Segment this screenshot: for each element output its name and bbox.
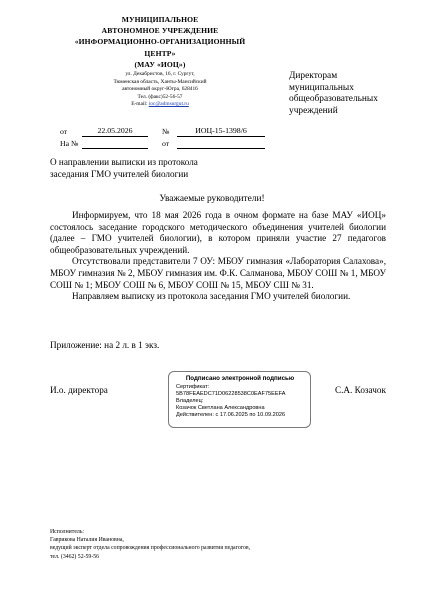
number-label: №: [162, 127, 170, 136]
body-paragraph: Направляем выписку из протокола заседания ГМО учителей биологии.: [72, 291, 351, 302]
letter-subject: [50, 157, 250, 180]
number-label-wrap: [162, 127, 169, 137]
signatory-name: С.А. Козачок: [335, 385, 386, 395]
executor-position: ведущий эксперт отдела сопровождения профессионального развития педагогов,: [50, 545, 251, 552]
executor-block: [50, 528, 250, 561]
stamp-cert-label: Сертификат:: [176, 384, 210, 390]
executor-name: Гаврикова Наталия Ивановна,: [50, 537, 124, 544]
requisites-row-outgoing: [60, 127, 67, 137]
letter-body: [50, 210, 386, 303]
org-short-name: (МАУ «ИОЦ»): [134, 59, 186, 69]
org-line-3: «ИНФОРМАЦИОННО-ОРГАНИЗАЦИОННЫЙ: [74, 37, 246, 47]
signatory-title: И.о. директора: [50, 385, 108, 395]
incoming-number-field: [82, 138, 148, 149]
email-link[interactable]: ioc@admsurgut.ru: [148, 101, 189, 108]
date-field: [82, 126, 148, 137]
org-email-row: [56, 101, 264, 109]
incoming-from-label-wrap: [162, 139, 169, 149]
recipient-block: [289, 71, 409, 117]
recipient-line: общеобразовательных: [289, 94, 378, 104]
address-line: ул. Декабристов, 16, г. Сургут,: [125, 71, 195, 78]
org-address: [56, 71, 264, 101]
org-line-1: МУНИЦИПАЛЬНОЕ: [121, 15, 199, 24]
executor-label: Исполнитель:: [50, 529, 85, 535]
address-line: Тюменская область, Ханты-Мансийский: [113, 78, 207, 85]
incoming-date-blank: [177, 138, 265, 149]
recipient-line: Директорам: [289, 71, 338, 81]
number-field: [177, 126, 265, 137]
incoming-number-blank: [82, 138, 148, 149]
address-line: автономный округ-Югра, 628416: [122, 86, 198, 93]
body-paragraph: Отсутствовали представители 7 ОУ: МБОУ гимназия «Лаборатория Салахова», МБОУ гимназия № 2, МБОУ гимназия им. Ф.К. Салманова, МБОУ СОШ № 1, МБОУ СОШ № 1; МБОУ СОШ № 6, МБОУ СОШ № 15, МБОУ СШ № 31.: [50, 256, 386, 290]
subject-line: заседания ГМО учителей биологии: [50, 168, 189, 179]
requisites-row-incoming: [60, 139, 78, 149]
org-line-2: АВТОНОМНОЕ УЧРЕЖДЕНИЕ: [101, 26, 219, 36]
attachment-note: Приложение: на 2 л. в 1 экз.: [50, 340, 160, 350]
incoming-from-label: от: [162, 139, 170, 148]
body-paragraph: Информируем, что 18 мая 2026 года в очном формате на базе МАУ «ИОЦ» состоялось заседание городского методического объединения учителей биологии (далее – ГМО учителей биологии), в котором приняли участие 27 педагогов общеобразовательных учреждений.: [50, 210, 386, 255]
stamp-owner-label: Владелец:: [176, 398, 204, 405]
document-number: ИОЦ-15-1398/6: [177, 126, 265, 137]
email-label: E-mail:: [131, 101, 148, 108]
subject-line: О направлении выписки из протокола: [50, 157, 198, 167]
document-date: 22.05.2026: [82, 126, 148, 137]
electronic-signature-stamp: [168, 371, 311, 428]
executor-phone: тел. (3462) 52-59-56: [50, 553, 100, 560]
stamp-heading: Подписано электронной подписью: [185, 375, 295, 382]
stamp-owner-value: Козачок Светлана Александровна: [176, 405, 265, 412]
incoming-date-field: [177, 138, 265, 149]
organization-header: [56, 14, 264, 109]
recipient-line: учреждений: [289, 105, 338, 116]
to-number-label: На №: [60, 139, 79, 148]
address-phone: Тел. (факс)52-56-57: [137, 93, 183, 100]
recipient-line: муниципальных: [289, 82, 354, 93]
stamp-validity: Действителен: с 17.06.2025 по 10.09.2026: [176, 412, 286, 419]
greeting: Уважаемые руководители!: [159, 194, 265, 204]
org-line-4: ЦЕНТР»: [144, 48, 176, 58]
from-label: от: [60, 127, 68, 136]
stamp-cert-value: 5B78FEAEDC71D06228538C0EAF75EEFA: [176, 391, 286, 398]
